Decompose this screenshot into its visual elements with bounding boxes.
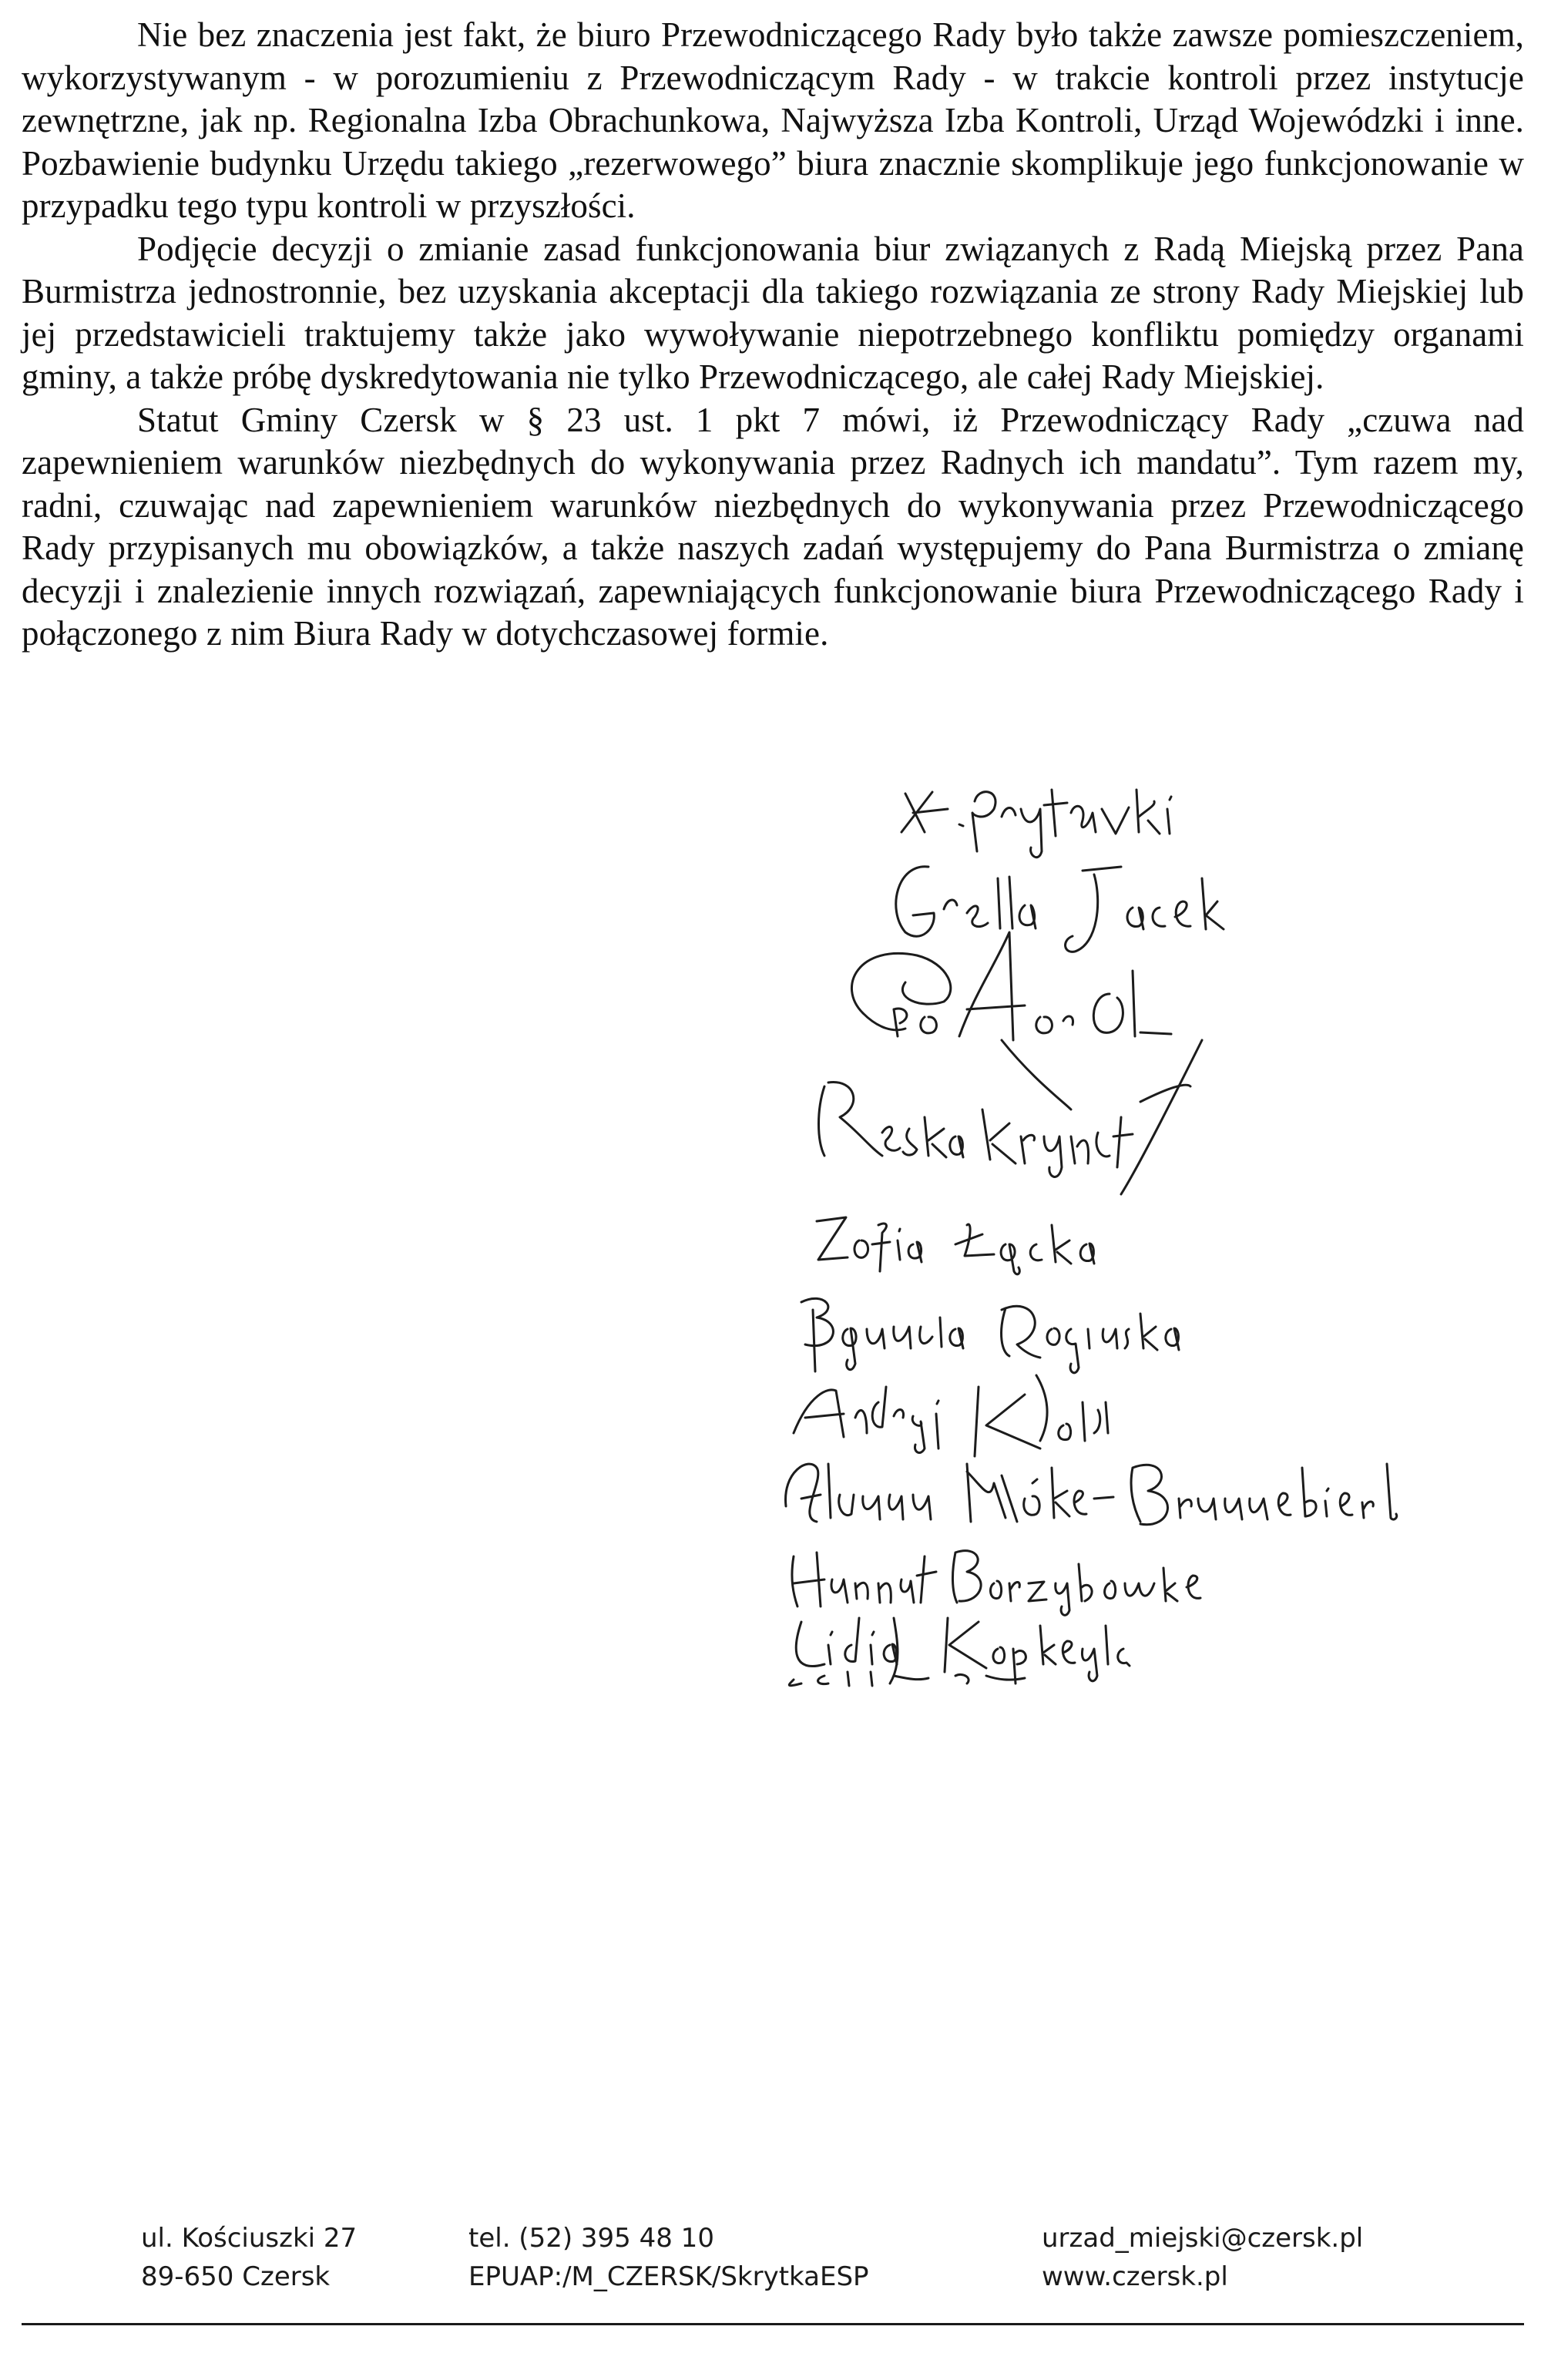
paragraph-statute-request: Statut Gminy Czersk w § 23 ust. 1 pkt 7 mówi, iż Przewodniczący Rady „czuwa nad zapewnieniem warunków niezbędnych do wykonywania przez Radnych ich mandatu”. Tym razem my, radni, czuwając nad zapewnieniem warunków niezbędnych do wykonywania przez Przewodniczącego Rady przypisanych mu obowiązków, a także naszych zadań występujemy do Pana Burmistrza o zmianę decyzji i znalezienie innych rozwiązań, zapewniających funkcjonowanie biura Przewodniczącego Rady i połączonego z nim Biura Rady w dotychczasowej formie. bbox=[22, 400, 1524, 653]
paragraph-unilateral-decision: Podjęcie decyzji o zmianie zasad funkcjonowania biur związanych z Radą Miejską przez Pana Burmistrza jednostronnie, bez uzyskania akceptacji dla takiego rozwiązania ze strony Rady Miejskiej lub jej przedstawicieli traktujemy także jako wywoływanie niepotrzebnego konfliktu pomiędzy organami gminy, a także próbę dyskredytowania nie tylko Przewodniczącego, ale całej Rady Miejskiej. bbox=[22, 229, 1524, 396]
signatures-block bbox=[770, 778, 1526, 1687]
footer-website: www.czersk.pl bbox=[1042, 2261, 1228, 2292]
footer-street: ul. Kościuszki 27 bbox=[141, 2223, 358, 2254]
footer-address bbox=[141, 2219, 357, 2296]
footer-divider bbox=[22, 2323, 1524, 2325]
signature-5 bbox=[817, 1217, 1094, 1274]
signature-7 bbox=[794, 1375, 1108, 1456]
footer-postal-city: 89-650 Czersk bbox=[141, 2261, 331, 2292]
signature-1 bbox=[901, 790, 1171, 858]
signature-11 bbox=[789, 1672, 1025, 1686]
footer-email: urzad_miejski@czersk.pl bbox=[1042, 2223, 1364, 2254]
footer-epuap: EPUAP:/M_CZERSK/SkrytkaESP bbox=[468, 2261, 869, 2292]
signature-4 bbox=[819, 1040, 1203, 1194]
signature-2 bbox=[896, 867, 1224, 952]
signature-9 bbox=[792, 1551, 1200, 1616]
signature-3 bbox=[851, 932, 1171, 1109]
signature-6 bbox=[801, 1298, 1179, 1372]
handwritten-signatures bbox=[770, 778, 1526, 1687]
paragraph-audit-office: Nie bez znaczenia jest fakt, że biuro Przewodniczącego Rady było także zawsze pomieszczeniem, wykorzystywanym - w porozumieniu z Przewodniczącym Rady - w trakcie kontroli przez instytucje zewnętrzne, jak np. Regionalna Izba Obrachunkowa, Najwyższa Izba Kontroli, Urząd Wojewódzki i inne. Pozbawienie budynku Urzędu takiego „rezerwowego” biura znacznie skomplikuje jego funkcjonowanie w przypadku tego typu kontroli w przyszłości. bbox=[22, 15, 1524, 225]
footer-contact bbox=[468, 2219, 869, 2296]
footer-phone: tel. (52) 395 48 10 bbox=[468, 2223, 714, 2254]
letter-body bbox=[22, 14, 1524, 656]
signature-8 bbox=[786, 1464, 1397, 1525]
footer-online bbox=[1042, 2219, 1363, 2296]
page-footer bbox=[0, 2219, 1541, 2358]
